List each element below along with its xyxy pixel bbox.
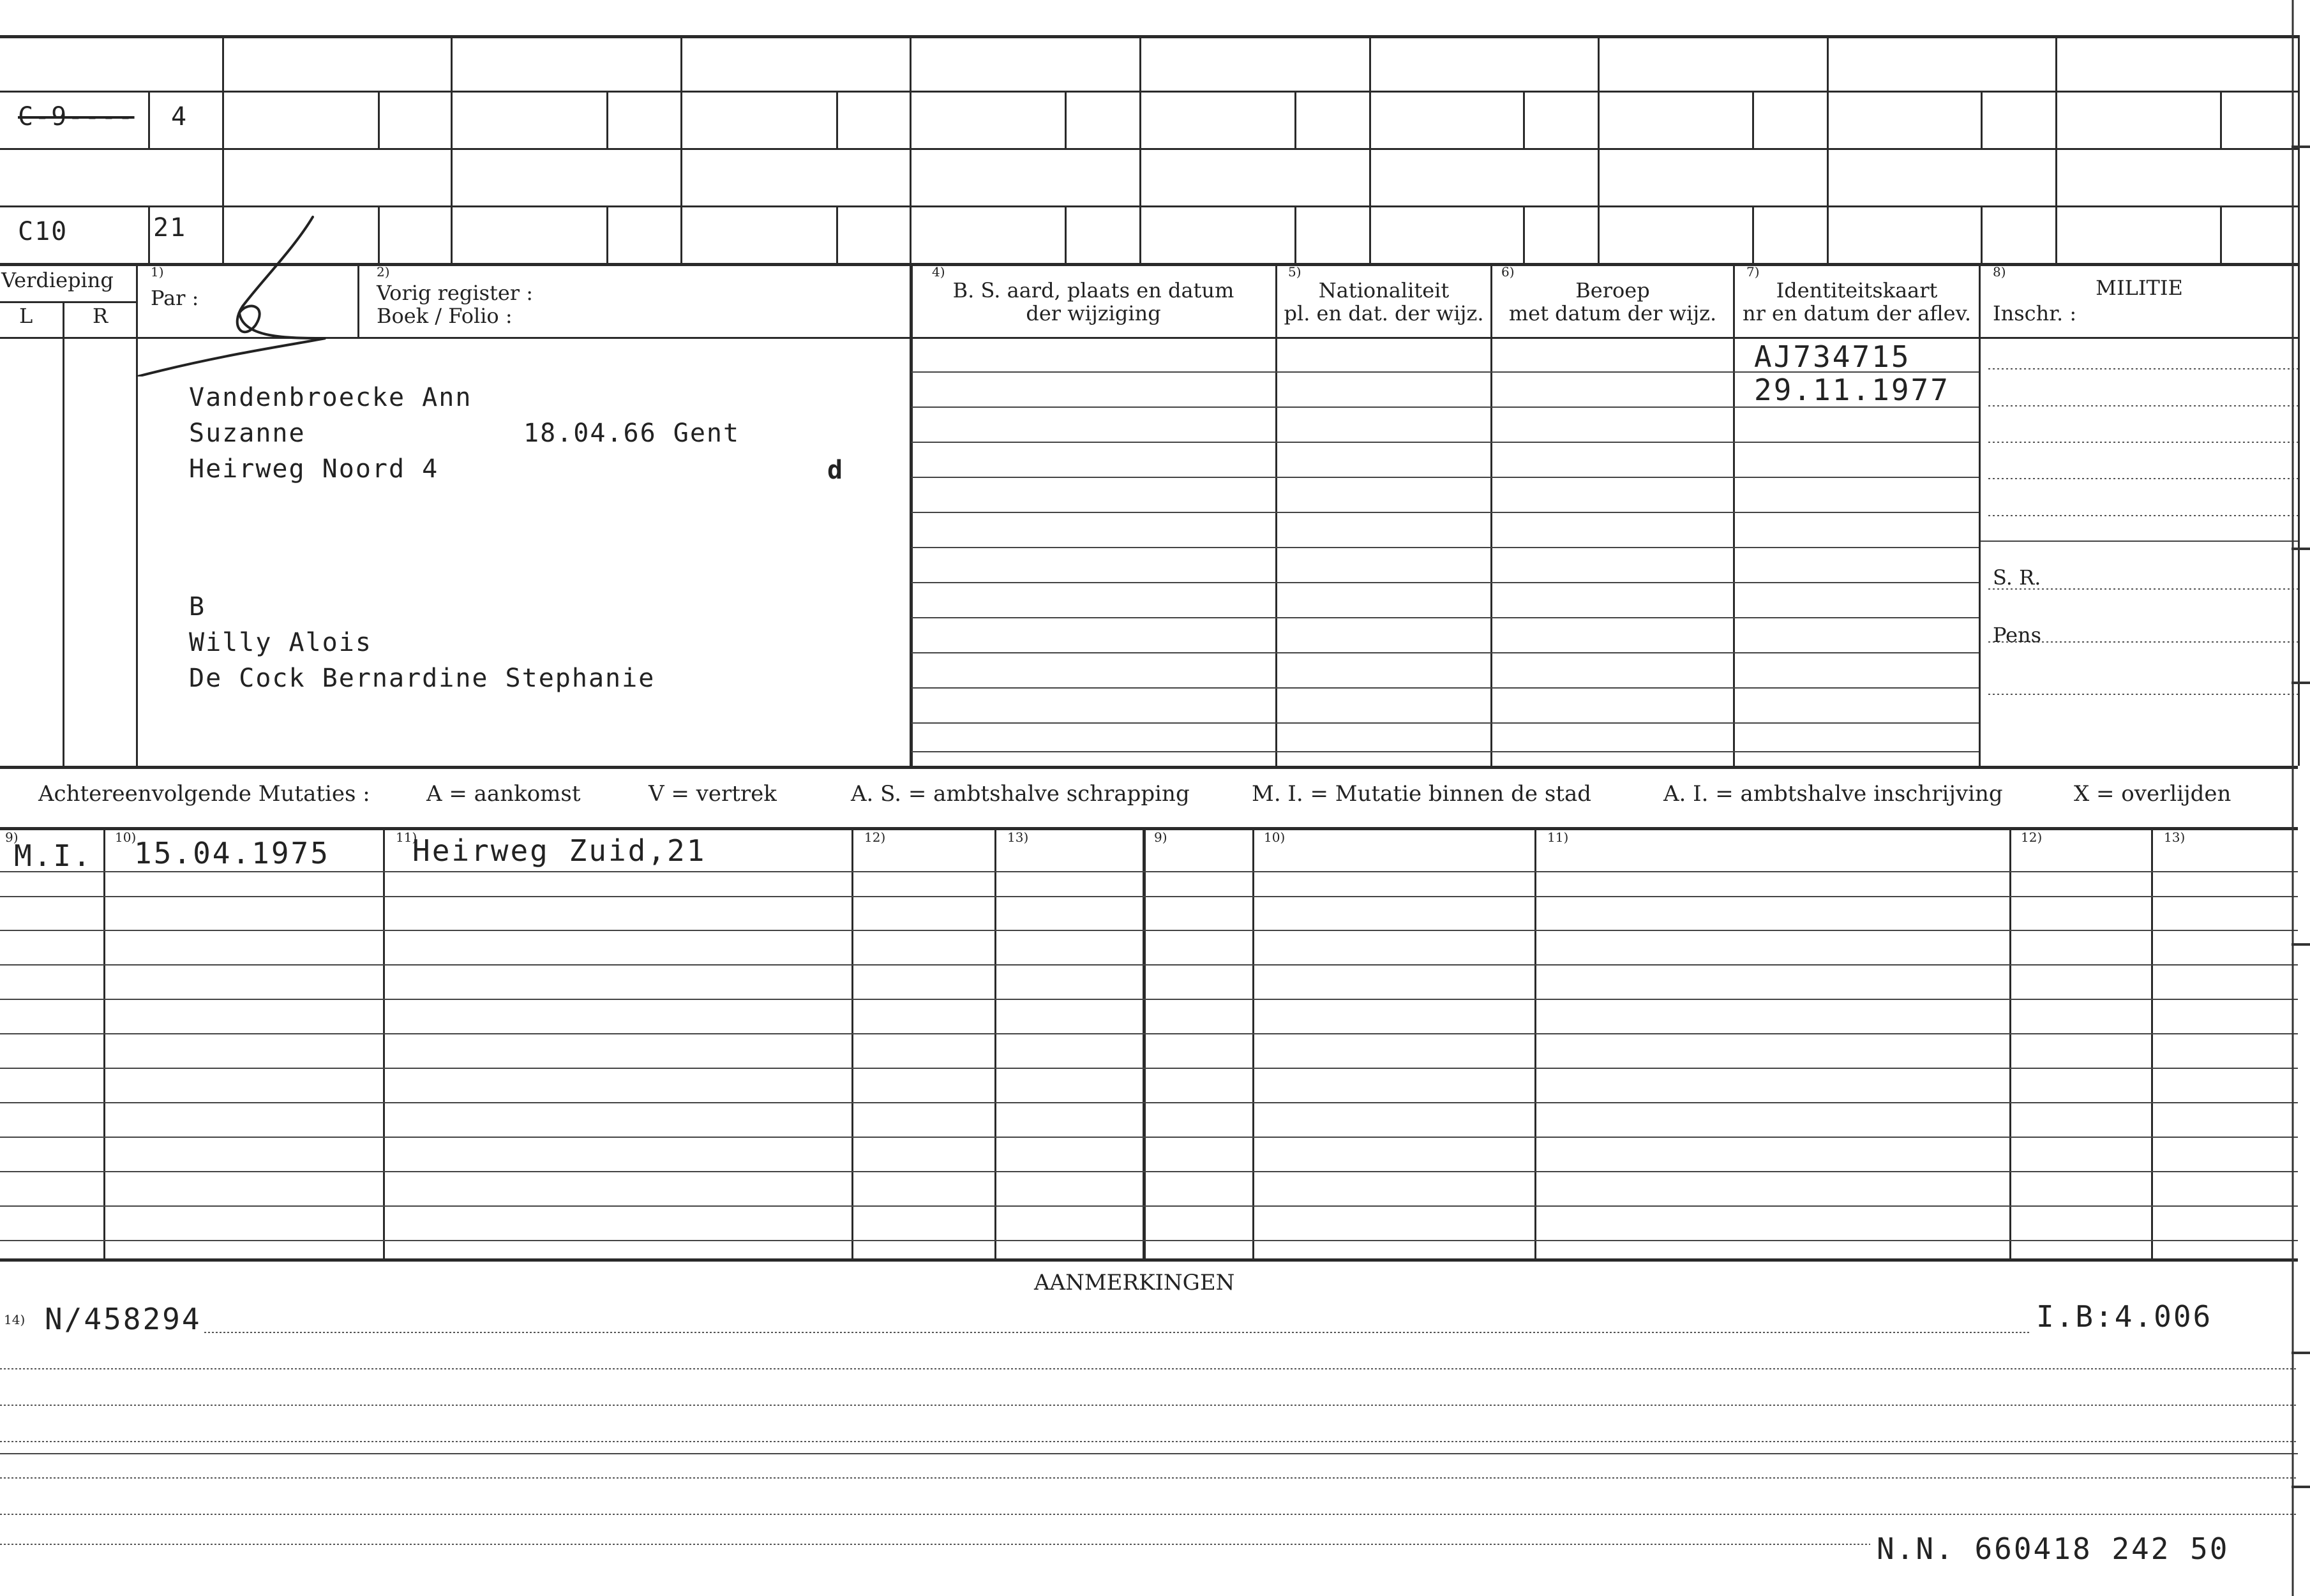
- col5-line2: pl. en dat. der wijz.: [1284, 301, 1484, 325]
- militie-title: MILITIE: [2096, 276, 2183, 300]
- mut-col9-number: 9): [5, 830, 19, 845]
- remarks-nn: N.N. 660418 242 50: [1877, 1532, 2230, 1566]
- person-name-line: Vandenbroecke Ann: [189, 383, 472, 412]
- remarks-title: AANMERKINGEN: [1034, 1270, 1235, 1295]
- mut-col12b-number: 12): [2021, 830, 2043, 845]
- id-card-date: 29.11.1977: [1754, 373, 1950, 407]
- legend-title: Achtereenvolgende Mutaties :: [38, 781, 370, 807]
- id-card-number: AJ734715: [1754, 339, 1911, 374]
- remarks-ib: I.B:4.006: [2036, 1299, 2213, 1334]
- col7-line2: nr en datum der aflev.: [1742, 301, 1972, 325]
- legend-a: A = aankomst: [426, 781, 581, 807]
- col1-number: 1): [151, 264, 164, 280]
- legend-v: V = vertrek: [649, 781, 777, 807]
- person-mark: d: [827, 456, 844, 485]
- verdieping-l: L: [19, 304, 33, 328]
- person-code: B: [189, 592, 206, 622]
- militie-pens-label: Pens: [1993, 623, 2042, 647]
- code-bottom-number: 21: [153, 213, 187, 242]
- edge-ticks: [2291, 0, 2310, 1596]
- legend-ai: A. I. = ambtshalve inschrijving: [1663, 781, 2003, 807]
- col6-number: 6): [1501, 264, 1515, 280]
- verdieping-label: Verdieping: [1, 268, 114, 292]
- remarks-ruled-lines: [0, 1295, 2298, 1583]
- person-given-name: Suzanne: [189, 419, 306, 448]
- col7-number: 7): [1746, 264, 1760, 280]
- legend-as: A. S. = ambtshalve schrapping: [851, 781, 1190, 807]
- col2-line2: Boek / Folio :: [377, 304, 513, 328]
- mut-col10-number: 10): [115, 830, 137, 845]
- verdieping-r: R: [93, 304, 109, 328]
- mut-col11b-number: 11): [1547, 830, 1569, 845]
- mut-col12-number: 12): [864, 830, 886, 845]
- col1-par-label: Par :: [151, 286, 199, 310]
- code-top-value: C-9----: [18, 102, 135, 131]
- code-top-suffix: 4: [171, 102, 188, 131]
- mut-col13-number: 13): [1007, 830, 1029, 845]
- mut-col9b-number: 9): [1154, 830, 1167, 845]
- mutation-address: Heirweg Zuid,21: [412, 833, 707, 868]
- mutation-date: 15.04.1975: [134, 836, 330, 870]
- col6-line1: Beroep: [1575, 278, 1650, 302]
- col4-line2: der wijziging: [1026, 301, 1161, 325]
- remarks-reference: N/458294: [45, 1302, 202, 1336]
- person-father: Willy Alois: [189, 628, 372, 657]
- legend-x: X = overlijden: [2074, 781, 2231, 807]
- mutation-type: M.I.: [14, 839, 93, 873]
- col2-line1: Vorig register :: [377, 281, 534, 305]
- handwritten-signature-mark: [134, 211, 345, 377]
- code-bottom: C10: [18, 217, 68, 246]
- col6-line2: met datum der wijz.: [1508, 301, 1717, 325]
- col4-line1: B. S. aard, plaats en datum: [952, 278, 1234, 302]
- remarks-number: 14): [4, 1312, 26, 1327]
- person-birth: 18.04.66 Gent: [523, 419, 740, 448]
- col7-line1: Identiteitskaart: [1776, 278, 1938, 302]
- ruled-lines-militie: [1981, 337, 2298, 766]
- mutations-ruled-lines: [0, 827, 2298, 1258]
- mut-col13b-number: 13): [2164, 830, 2186, 845]
- person-mother: De Cock Bernardine Stephanie: [189, 664, 656, 693]
- person-address: Heirweg Noord 4: [189, 454, 439, 484]
- col4-number: 4): [932, 264, 945, 280]
- legend-mi: M. I. = Mutatie binnen de stad: [1252, 781, 1591, 807]
- militie-inschr-label: Inschr. :: [1993, 301, 2077, 325]
- code-top: [18, 102, 135, 131]
- col8-number: 8): [1993, 264, 2006, 280]
- col5-line1: Nationaliteit: [1318, 278, 1450, 302]
- col2-number: 2): [377, 264, 390, 280]
- militie-sr-label: S. R.: [1993, 565, 2041, 590]
- mut-col10b-number: 10): [1264, 830, 1286, 845]
- col5-number: 5): [1288, 264, 1301, 280]
- mut-col11-number: 11): [396, 830, 417, 845]
